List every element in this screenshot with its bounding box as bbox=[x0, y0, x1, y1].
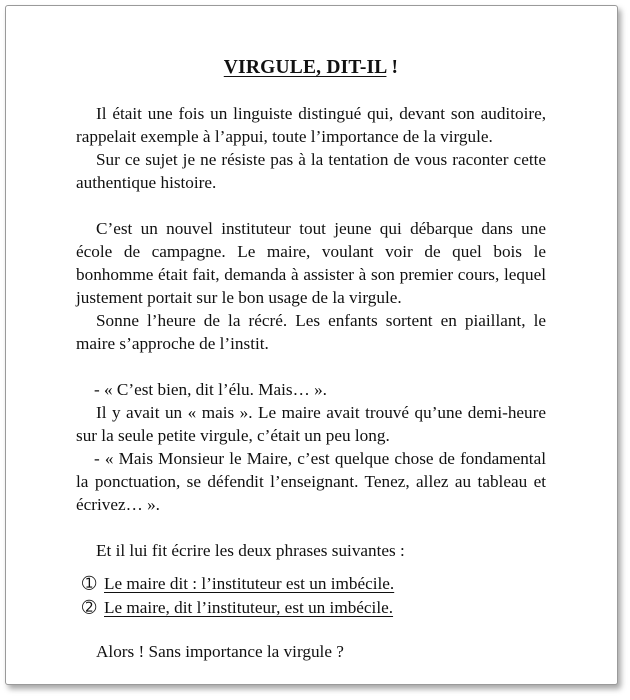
paragraph-story-1: C’est un nouvel instituteur tout jeune qui débarque dans une école de campagne. Le maire, voulant voir de quel bois le bonhomme était fait, demanda à assister à son premier cours, lequel justement portait sur le bon usage de la virgule. bbox=[76, 219, 546, 307]
document-title bbox=[76, 56, 546, 80]
dialogue-line-1: - « C’est bien, dit l’élu. Mais… ». bbox=[94, 380, 327, 399]
paragraph-story-3: Il y avait un « mais ». Le maire avait trouvé qu’une demi-heure sur la seule petite virgule, c’était un peu long. bbox=[76, 403, 546, 445]
paragraph-intro-2: Sur ce sujet je ne résiste pas à la tentation de vous raconter cette authentique histoire. bbox=[76, 150, 546, 192]
title-main: VIRGULE, DIT-IL bbox=[223, 57, 387, 78]
sentence-text-2: Le maire, dit l’instituteur, est un imbécile. bbox=[104, 598, 394, 617]
circled-number-one-icon: ➀ bbox=[82, 574, 97, 594]
paragraph-intro-1: Il était une fois un linguiste distingué qui, devant son auditoire, rappelait exemple à l’appui, toute l’importance de la virgule. bbox=[76, 104, 546, 146]
document-frame bbox=[5, 5, 618, 685]
sentence-item-2 bbox=[82, 596, 542, 620]
paragraph-sentences-intro: Et il lui fit écrire les deux phrases suivantes : bbox=[96, 541, 405, 560]
dialogue-line-2: - « Mais Monsieur le Maire, c’est quelque chose de fondamental la ponctuation, se défendit l’enseignant. Tenez, allez au tableau et écrivez… ». bbox=[76, 449, 546, 514]
circled-number-two-icon: ➁ bbox=[82, 598, 97, 618]
paragraph-story-2: Sonne l’heure de la récré. Les enfants sortent en piaillant, le maire s’approche de l’instit. bbox=[76, 311, 546, 353]
closing-line: Alors ! Sans importance la virgule ? bbox=[96, 642, 344, 661]
title-exclamation: ! bbox=[386, 57, 399, 78]
sentence-text-1: Le maire dit : l’instituteur est un imbécile. bbox=[104, 574, 395, 593]
sentence-item-1 bbox=[82, 572, 542, 596]
